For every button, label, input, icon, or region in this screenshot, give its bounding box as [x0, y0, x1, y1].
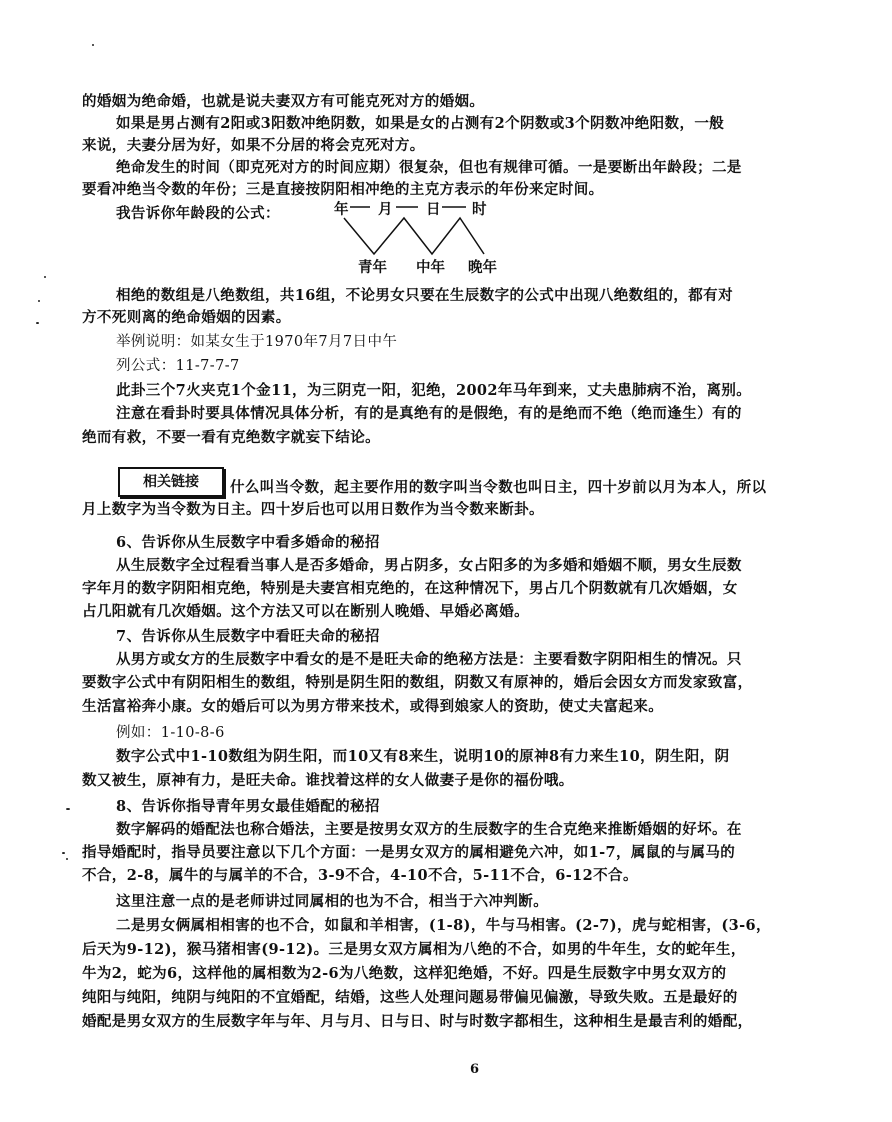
text-line: 相绝的数组是八绝数组，共16组，不论男女只要在生辰数字的公式中出现八绝数组的，都有对 [116, 287, 733, 304]
scan-speck [66, 808, 70, 810]
text-line: 字年月的数字阴阳相克绝，特别是夫妻宫相克绝的，在这种情况下，男占几个阴数就有几次婚姻，女 [82, 580, 738, 597]
text-line: 注意在看卦时要具体情况具体分析，有的是真绝有的是假绝，有的是绝而不绝（绝而逢生）有的 [116, 405, 742, 422]
text-line: 如果是男占测有2阳或3阳数冲绝阴数，如果是女的占测有2个阴数或3个阴数冲绝阳数，一般 [116, 115, 725, 132]
text-line: 要数字公式中有阴阳相生的数组，特别是阴生阳的数组，阴数又有原神的，婚后会因女方而发家致富， [82, 674, 753, 691]
text-line: 此卦三个7火夹克1个金11，为三阴克一阳，犯绝，2002年马年到来，丈夫患肺病不治，离别。 [116, 382, 752, 399]
text-line: 列公式：11-7-7-7 [116, 358, 240, 374]
section-heading: 7、告诉你从生辰数字中看旺夫命的秘招 [116, 628, 380, 645]
text-line: 数又被生，原神有力，是旺夫命。谁找着这样的女人做妻子是你的福份哦。 [82, 772, 574, 789]
text-line: 数字公式中1-10数组为阴生阳，而10又有8来生，说明10的原神8有力来生10，阴生阳，阴 [116, 748, 730, 765]
text-line: 我告诉你年龄段的公式： [116, 205, 280, 222]
text-line: 举例说明：如某女生于1970年7月7日中午 [116, 334, 398, 350]
text-line: 占几阳就有几次婚姻。这个方法又可以在断别人晚婚、早婚必离婚。 [82, 603, 529, 620]
text-line: 不合，2-8，属牛的与属羊的不合，3-9不合，4-10不合，5-11不合，6-12不合。 [82, 867, 638, 884]
age-formula-diagram [332, 196, 522, 276]
text-line: 方不死则离的绝命婚姻的因素。 [82, 309, 291, 326]
text-line: 二是男女俩属相相害的也不合，如鼠和羊相害，(1-8)，牛与马相害。(2-7)，虎与蛇相害，(3-6， [116, 917, 771, 934]
scan-speck [36, 322, 39, 324]
page-number: 6 [470, 1062, 480, 1077]
text-line: 什么叫当令数，起主要作用的数字叫当令数也叫日主，四十岁前以月为本人，所以 [230, 479, 767, 496]
diagram-middle-age: 中年 [416, 259, 445, 276]
text-line: 指导婚配时，指导员要注意以下几个方面：一是男女双方的属相避免六冲，如1-7，属鼠的与属马的 [82, 844, 736, 861]
scan-speck [38, 300, 40, 302]
diagram-hour: 时 [472, 201, 487, 218]
text-line: 后天为9-12)，猴马猪相害(9-12)。三是男女双方属相为八绝的不合，如男的牛年生，女的蛇年生， [82, 941, 746, 958]
text-line: 的婚姻为绝命婚，也就是说夫妻双方有可能克死对方的婚姻。 [82, 93, 485, 110]
text-line: 例如：1-10-8-6 [116, 725, 225, 741]
scan-speck [62, 852, 65, 854]
text-line: 从男方或女方的生辰数字中看女的是不是旺夫命的绝秘方法是：主要看数字阴阳相生的情况。只 [116, 651, 742, 668]
diagram-old-age: 晚年 [468, 259, 497, 276]
diagram-youth: 青年 [358, 259, 387, 276]
text-line: 绝命发生的时间（即克死对方的时间应期）很复杂，但也有规律可循。一是要断出年龄段；二是 [116, 159, 742, 176]
scan-speck [92, 44, 94, 46]
text-line: 来说，夫妻分居为好，如果不分居的将会克死对方。 [82, 137, 425, 154]
related-link-box: 相关链接 [118, 467, 224, 497]
scan-speck [66, 858, 68, 860]
text-line: 数字解码的婚配法也称合婚法，主要是按男女双方的生辰数字的生合克绝来推断婚姻的好坏。在 [116, 821, 742, 838]
text-line: 要看冲绝当令数的年份；三是直接按阴阳相冲绝的主克方表示的年份来定时间。 [82, 181, 604, 198]
text-line: 纯阳与纯阳，纯阴与纯阳的不宜婚配，结婚，这些人处理问题易带偏见偏激，导致失败。五是最好的 [82, 989, 738, 1006]
text-line: 生活富裕奔小康。女的婚后可以为男方带来技术，或得到娘家人的资助，使丈夫富起来。 [82, 698, 664, 715]
scan-speck [44, 276, 46, 278]
diagram-day: 日 [426, 201, 441, 218]
diagram-year: 年 [334, 201, 349, 218]
section-heading: 8、告诉你指导青年男女最佳婚配的秘招 [116, 798, 380, 815]
text-line: 婚配是男女双方的生辰数字年与年、月与月、日与日、时与时数字都相生，这种相生是最吉利的婚配， [82, 1013, 753, 1030]
diagram-month: 月 [378, 201, 393, 218]
section-heading: 6、告诉你从生辰数字中看多婚命的秘招 [116, 534, 380, 551]
text-line: 牛为2，蛇为6，这样他的属相数为2-6为八绝数，这样犯绝婚，不好。四是生辰数字中男女双方的 [82, 965, 727, 982]
text-line: 绝而有救，不要一看有克绝数字就妄下结论。 [82, 429, 380, 446]
text-line: 月上数字为当令数为日主。四十岁后也可以用日数作为当令数来断卦。 [82, 501, 544, 518]
text-line: 这里注意一点的是老师讲过同属相的也为不合，相当于六冲判断。 [116, 893, 549, 910]
text-line: 从生辰数字全过程看当事人是否多婚命，男占阴多，女占阳多的为多婚和婚姻不顺，男女生辰数 [116, 557, 742, 574]
